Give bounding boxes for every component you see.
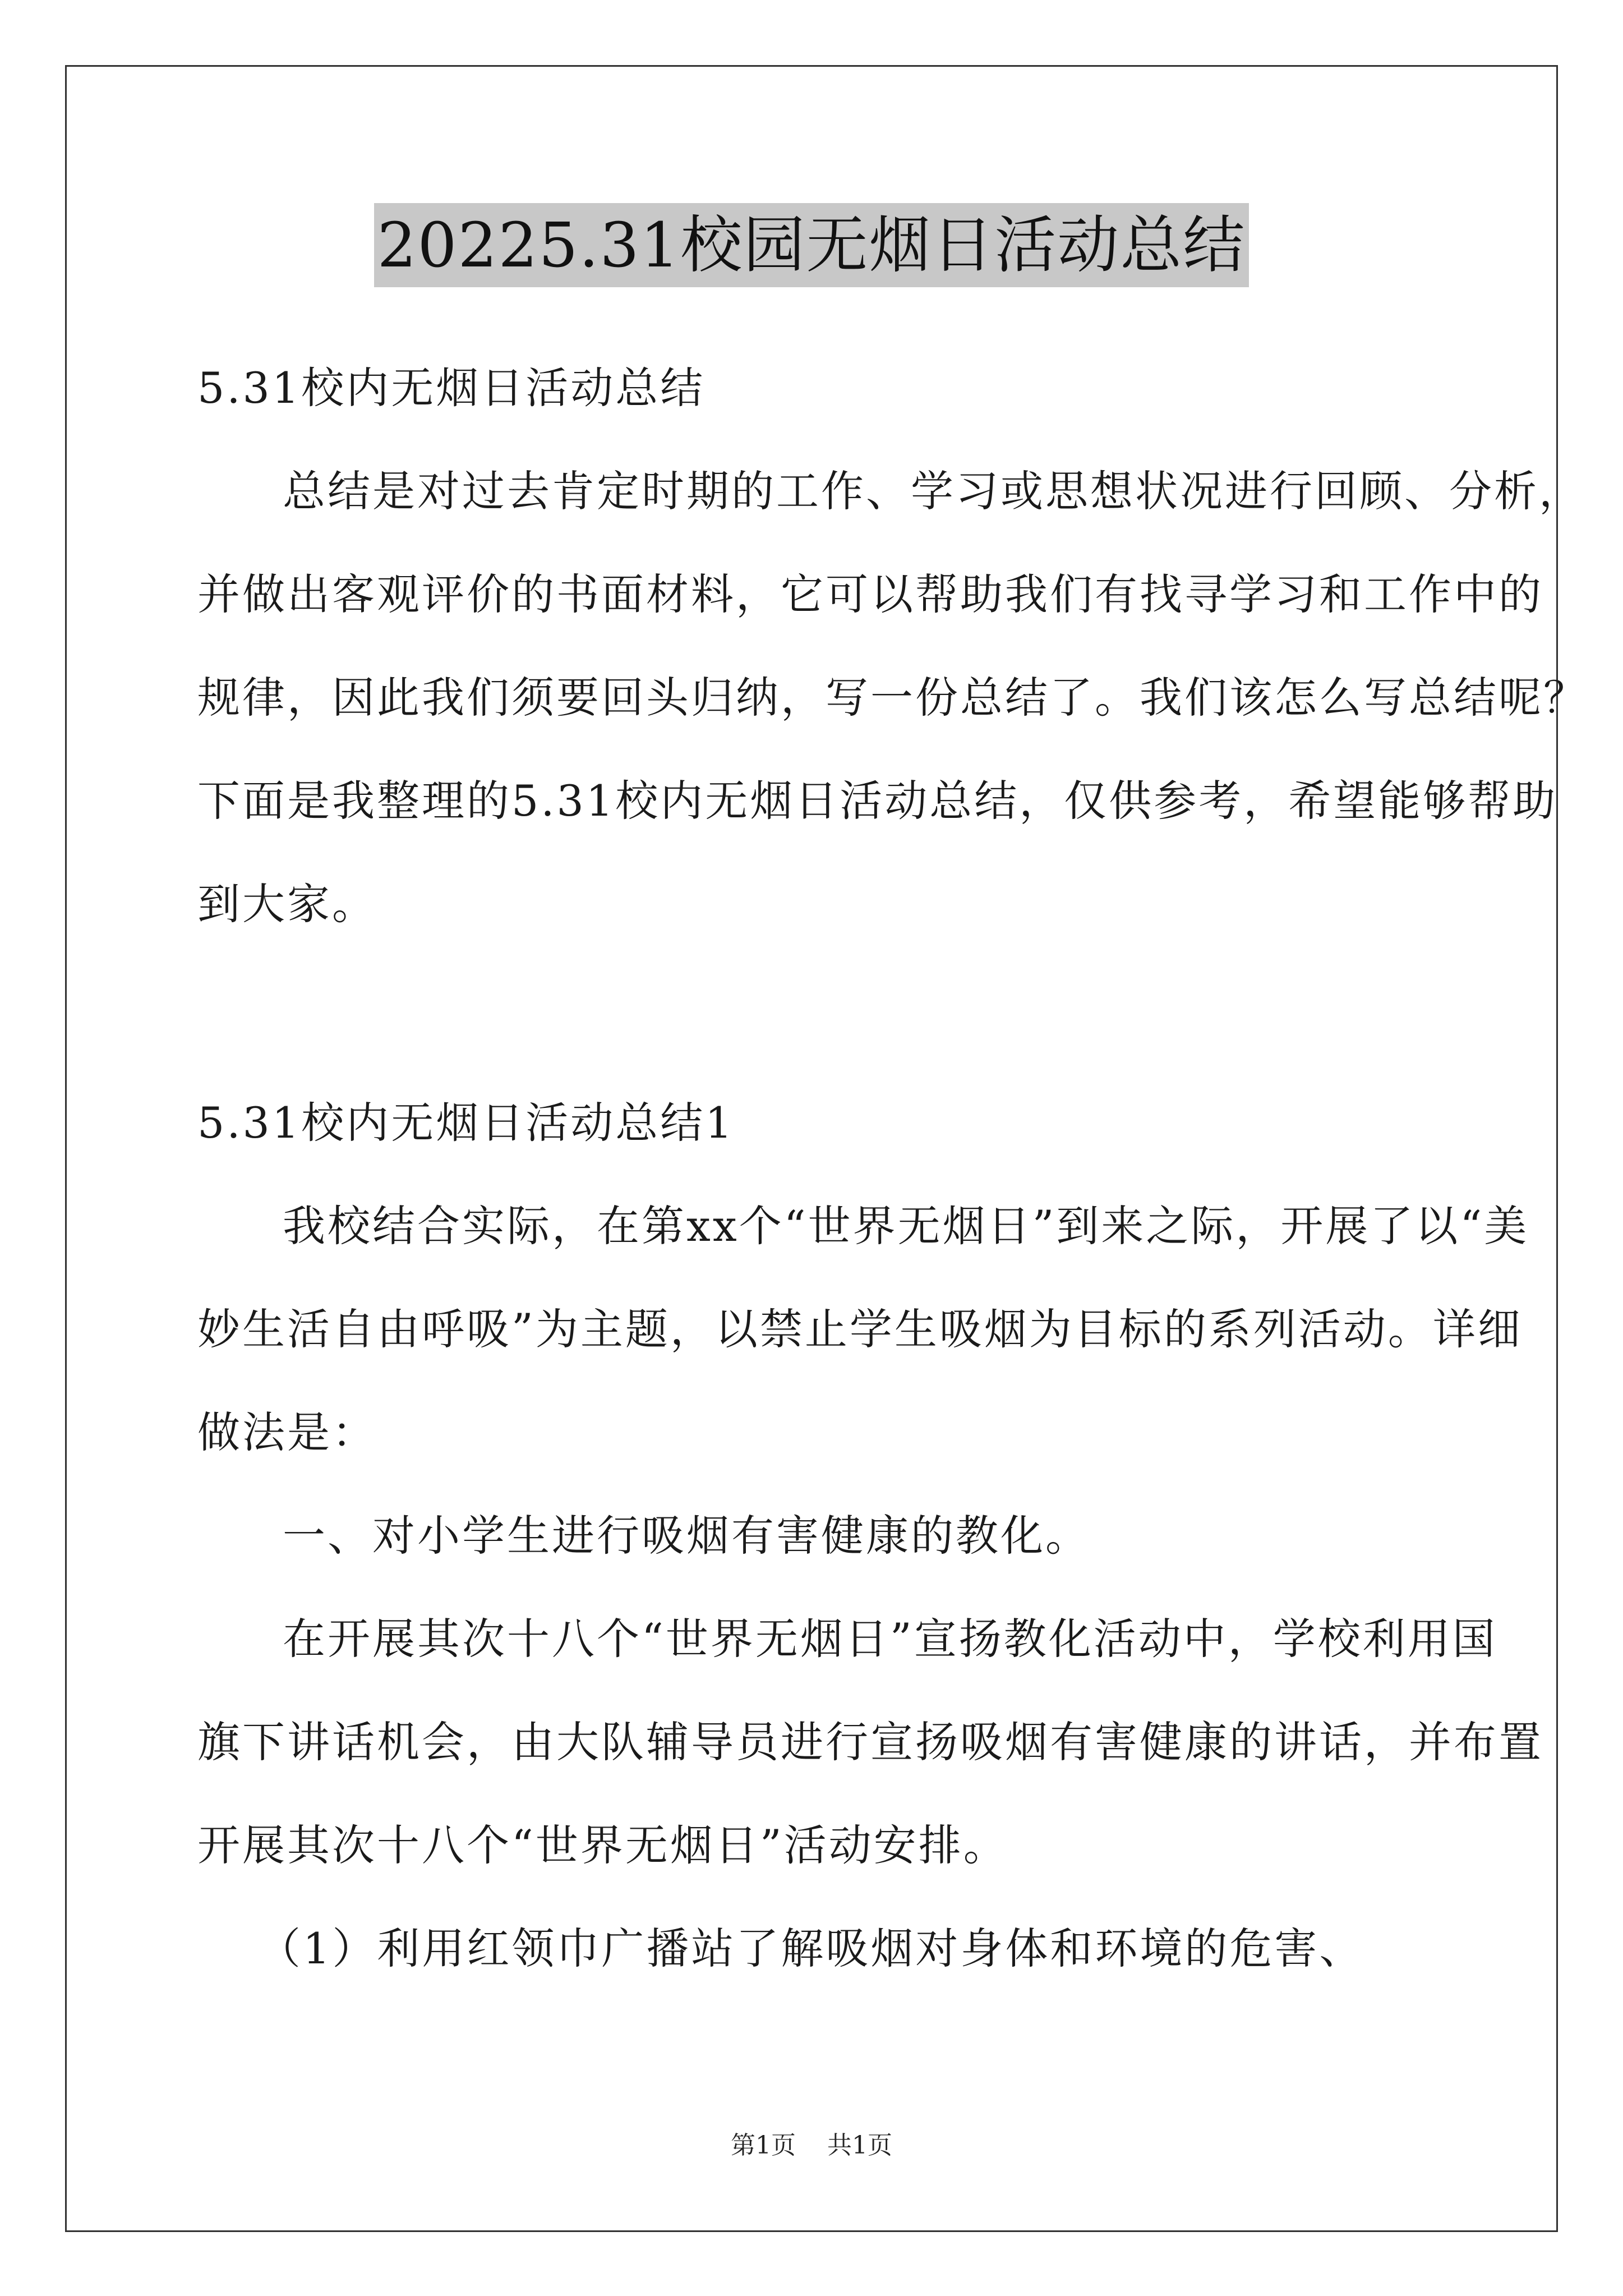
section1-line: 做法是： <box>197 1407 377 1457</box>
intro-line: 规律，因此我们须要回头归纳，写一份总结了。我们该怎么写总结呢？ <box>197 673 1588 723</box>
point1-line: 旗下讲话机会，由大队辅导员进行宣扬吸烟有害健康的讲话，并布置 <box>197 1717 1543 1767</box>
point1-line: 开展其次十八个“世界无烟日”活动安排。 <box>197 1820 1008 1870</box>
intro-line: 并做出客观评价的书面材料，它可以帮助我们有找寻学习和工作中的 <box>197 569 1543 619</box>
section1-line: 妙生活自由呼吸”为主题，以禁止学生吸烟为目标的系列活动。详细 <box>197 1304 1523 1354</box>
subtitle: 5.31校内无烟日活动总结 <box>197 363 706 413</box>
point1-heading: 一、对小学生进行吸烟有害健康的教化。 <box>283 1511 1090 1561</box>
point1-line: 在开展其次十八个“世界无烟日”宣扬教化活动中，学校利用国 <box>283 1614 1497 1664</box>
section1-heading: 5.31校内无烟日活动总结1 <box>197 1098 735 1148</box>
document-title: 20225.31校园无烟日活动总结 <box>374 203 1249 287</box>
item1-line: （1）利用红领巾广播站了解吸烟对身体和环境的危害、 <box>258 1924 1364 1973</box>
section-gap <box>197 956 1431 1071</box>
intro-line: 下面是我整理的5.31校内无烟日活动总结，仅供参考，希望能够帮助 <box>197 776 1558 826</box>
page-footer: 第1页 共1页 <box>731 2131 892 2160</box>
intro-line: 到大家。 <box>197 879 377 929</box>
intro-line: 总结是对过去肯定时期的工作、学习或思想状况进行回顾、分析， <box>283 466 1584 516</box>
document-body <box>197 337 1588 2000</box>
title-container <box>0 203 1623 287</box>
section1-line: 我校结合实际，在第xx个“世界无烟日”到来之际，开展了以“美 <box>283 1201 1529 1251</box>
